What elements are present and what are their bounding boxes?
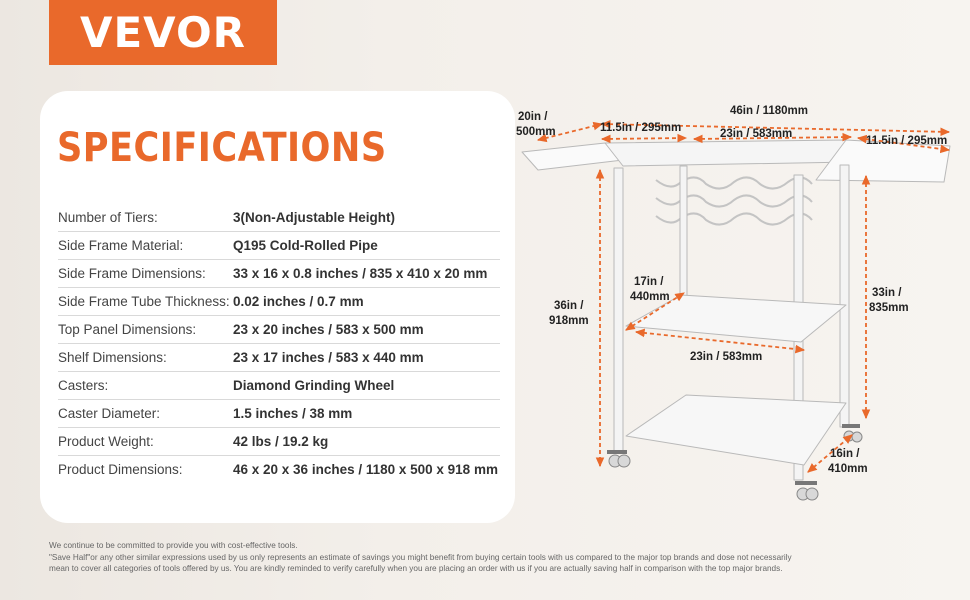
spec-row (58, 260, 500, 288)
spec-row (58, 400, 500, 428)
page-title: SPECIFICATIONS (57, 125, 387, 171)
spec-label: Side Frame Dimensions: (58, 266, 206, 281)
spec-value: 42 lbs / 19.2 kg (233, 434, 329, 449)
shelf-depth-label-mm: 440mm (630, 291, 670, 303)
shelf-depth-label-in: 17in / (634, 276, 664, 288)
shelf-width-label: 23in / 583mm (690, 351, 763, 363)
spec-row (58, 204, 500, 232)
spec-row (58, 456, 500, 483)
spec-value: 23 x 17 inches / 583 x 440 mm (233, 350, 424, 365)
spec-label: Side Frame Tube Thickness: (58, 294, 230, 309)
spec-label: Caster Diameter: (58, 406, 161, 421)
spec-label: Product Dimensions: (58, 462, 183, 477)
frame-depth-label-mm: 410mm (828, 463, 868, 475)
top-panel (605, 140, 852, 166)
spec-value: 3(Non-Adjustable Height) (233, 210, 395, 225)
total-height-label-mm: 918mm (549, 315, 589, 327)
depth-label-mm: 500mm (516, 126, 556, 138)
spec-label: Side Frame Material: (58, 238, 184, 253)
spec-value: 0.02 inches / 0.7 mm (233, 294, 364, 309)
logo-text: VEVOR (79, 8, 246, 57)
spec-table (58, 204, 500, 483)
right-leaf-label: 11.5in / 295mm (866, 135, 948, 147)
spec-value: 23 x 20 inches / 583 x 500 mm (233, 322, 424, 337)
frame-depth-label-in: 16in / (830, 448, 860, 460)
total-height-label-in: 36in / (554, 300, 584, 312)
spec-value: Q195 Cold-Rolled Pipe (233, 238, 378, 253)
spec-value: 46 x 20 x 36 inches / 1180 x 500 x 918 mm (233, 462, 498, 477)
spec-label: Top Panel Dimensions: (58, 322, 197, 337)
disclaimer-line: mean to cover all categories of tools offered by us. You are kindly reminded to verify carefully when you are placing an order with us if you are actually saving half in comparison with the top major brands. (49, 564, 783, 573)
cart-diagram (516, 80, 970, 510)
spec-row (58, 288, 500, 316)
spec-row (58, 428, 500, 456)
disclaimer (49, 540, 929, 575)
spec-row (58, 316, 500, 344)
spec-value: 33 x 16 x 0.8 inches / 835 x 410 x 20 mm (233, 266, 488, 281)
depth-label-in: 20in / (518, 111, 548, 123)
center-width-label: 23in / 583mm (720, 128, 793, 140)
bottom-shelf (626, 395, 846, 465)
spec-row (58, 232, 500, 260)
specifications-card (40, 91, 515, 523)
left-leaf-label: 11.5in / 295mm (600, 122, 682, 134)
vevor-logo (49, 0, 277, 65)
spec-label: Casters: (58, 378, 109, 393)
disclaimer-line: We continue to be committed to provide you with cost-effective tools. (49, 541, 298, 550)
frame-height-label-in: 33in / (872, 287, 902, 299)
disclaimer-line: "Save Half"or any other similar expressions used by us only represents an estimate of savings you might benefit from buying certain tools with us compared to the major top brands and dose not necessarily (49, 552, 792, 562)
spec-row (58, 372, 500, 400)
spec-label: Product Weight: (58, 434, 154, 449)
spec-row (58, 344, 500, 372)
spec-value: 1.5 inches / 38 mm (233, 406, 353, 421)
frame-height-label-mm: 835mm (869, 302, 909, 314)
spec-label: Shelf Dimensions: (58, 350, 167, 365)
spec-value: Diamond Grinding Wheel (233, 378, 395, 393)
total-width-label: 46in / 1180mm (730, 105, 808, 117)
spec-label: Number of Tiers: (58, 210, 158, 225)
